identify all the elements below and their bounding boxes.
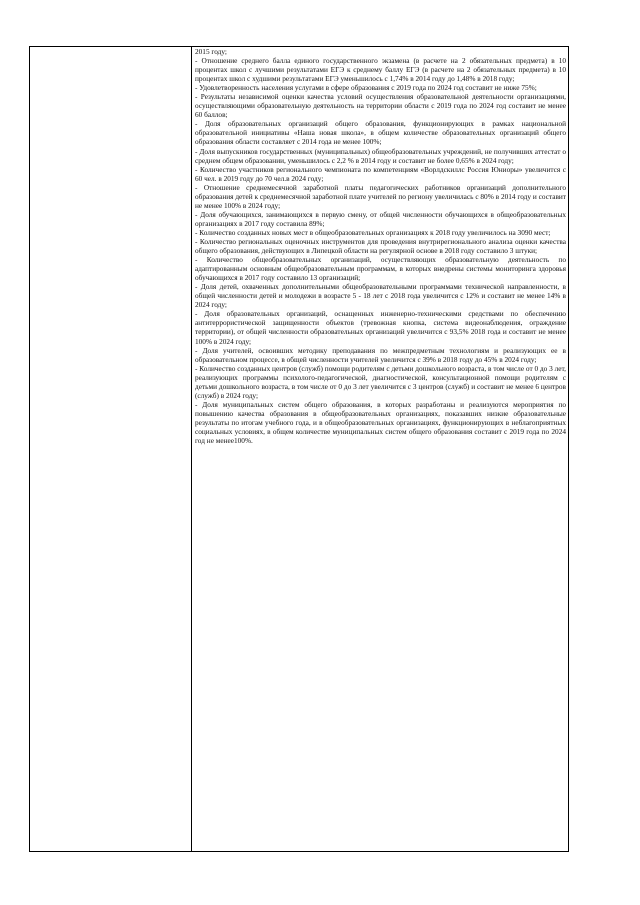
paragraph: - Доля муниципальных систем общего образования, в которых разработаны и реализуются мероприятия по повышению качества образования в общеобразовательных организациях, показавших низкие образовательные результаты по итогам учебного года, и в общеобразовательных организациях, функционирующих в неблагоприятных социальных условиях, в общем количестве муниципальных систем общего образования составит с 2019 года по 2024 год не менее100%. xyxy=(195,399,566,446)
paragraph: - Результаты независимой оценки качества условий осуществления образовательной деятельности организациями, осуществляющими образовательную деятельность на территории области с 2019 года по 2024 год составит не менее 60 баллов; xyxy=(195,92,566,120)
table-left-cell xyxy=(30,47,190,851)
column-divider xyxy=(191,46,192,852)
paragraph: - Количество созданных центров (служб) помощи родителям с детьми дошкольного возраста, в том числе от 0 до 3 лет, реализующих программы психолого-педагогической, диагностической, консультационной помощи родителям с детьми дошкольного возраста, в том числе от 0 до 3 лет увеличится с 3 центров (служб) и составит не менее 6 центров (служб) в 2024 году; xyxy=(195,363,566,400)
paragraph: - Отношение среднемесячной заработной платы педагогических работников организаций дополнительного образования детей к среднемесячной заработной плате учителей по региону увеличилась с 80% в 2014 году и составит не менее 100% в 2024 году; xyxy=(195,182,566,210)
paragraph: 2015 году; xyxy=(195,47,227,56)
paragraph: - Отношение среднего балла единого государственного экзамена (в расчете на 2 обязательных предмета) в 10 процентах школ с лучшими результатами ЕГЭ к среднему баллу ЕГЭ (в расчете на 2 обязательных предмета) в 10 процентах школ с худшими результатами ЕГЭ уменьшилось с 1,74% в 2014 году до 1,48% в 2018 году; xyxy=(195,56,566,84)
paragraph: - Доля образовательных организаций, оснащенных инженерно-техническими средствами по обеспечению антитеррористической защищенности объектов (тревожная кнопка, система видеонаблюдения, ограждение территории), от общей численности образовательных организаций увеличится с 93,5% 2018 года и составит не менее 100% в 2024 году; xyxy=(195,309,566,346)
table-right-cell xyxy=(195,47,566,851)
paragraph: - Доля выпускников государственных (муниципальных) общеобразовательных учреждений, не получивших аттестат о среднем общем образовании, уменьшилось с 2,2 % в 2014 году и составит не более 0,65% в 2024 году; xyxy=(195,146,566,165)
paragraph: - Количество региональных оценочных инструментов для проведения внутрирегионального анализа оценки качества общего образования, действующих в Липецкой области на регулярной основе в 2018 году составило 3 штуки; xyxy=(195,236,566,256)
paragraph: - Удовлетворенность населения услугами в сфере образования с 2019 года по 2024 год составит не ниже 75%; xyxy=(195,83,537,93)
paragraph: - Доля учителей, освоивших методику преподавания по межпредметным технологиям и реализующих ее в образовательном процессе, в общей численности учителей увеличится с 39% в 2018 году до 45% в 2024 году; xyxy=(195,345,566,364)
paragraph: - Количество созданных новых мест в общеобразовательных организациях к 2018 году увеличилось на 3090 мест; xyxy=(195,227,551,237)
paragraph: - Количество участников регионального чемпионата по компетенциям «Ворлдскиллс Россия Юниоры» увеличится с 60 чел. в 2019 году до 70 чел.в 2024 году; xyxy=(195,164,566,183)
paragraph: - Доля обучающихся, занимающихся в первую смену, от общей численности обучающихся в общеобразовательных организациях в 2017 году составила 89%; xyxy=(195,209,566,228)
paragraph: - Доля образовательных организаций общего образования, функционирующих в рамках национальной образовательной инициативы «Наша новая школа», в общем количестве образовательных организаций общего образования области составляет с 2014 года не менее 100%; xyxy=(195,119,566,147)
paragraph: - Количество общеобразовательных организаций, осуществляющих образовательную деятельность по адаптированным основным общеобразовательным программам, в которых внедрены системы мониторинга здоровья обучающихся в 2017 году составило 13 организаций; xyxy=(195,255,566,283)
paragraph: - Доля детей, охваченных дополнительными общеобразовательными программами технической направленности, в общей численности детей и молодежи в возрасте 5 - 18 лет с 2018 года увеличится с 12% и составит не менее 14% в 2024 году; xyxy=(195,282,566,310)
